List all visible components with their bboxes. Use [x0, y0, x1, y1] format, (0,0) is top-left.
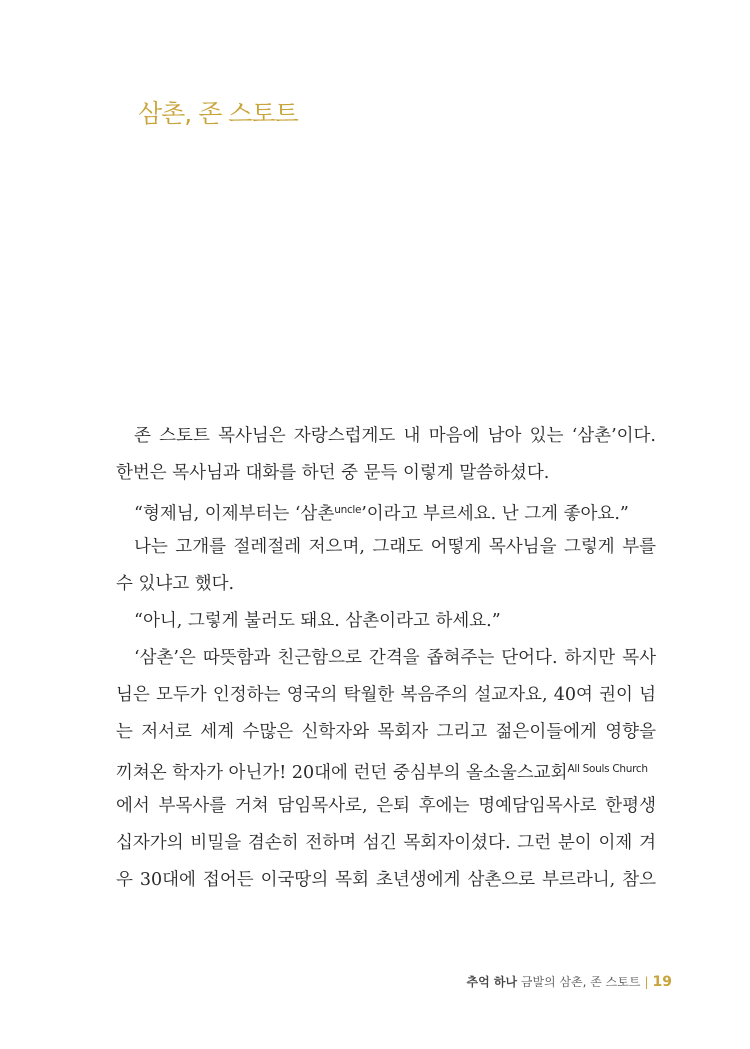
paragraph-line: 한번은 목사님과 대화를 하던 중 문득 이렇게 말씀하셨다.: [116, 463, 550, 483]
chapter-title: 삼촌, 존 스토트: [138, 99, 298, 128]
dialogue-text: “형제님, 이제부터는 ‘삼촌: [134, 504, 335, 524]
dialogue-text: ’이라고 부르세요. 난 그게 좋아요.”: [361, 504, 629, 524]
paragraph-line: 십자가의 비밀을 겸손히 전하며 섬긴 목회자이셨다. 그런 분이 이제 겨: [116, 833, 656, 853]
paragraph-line: 수 있냐고 했다.: [116, 574, 235, 594]
running-footer: [467, 973, 673, 990]
dialogue-line: [116, 492, 656, 529]
dialogue-line: “아니, 그렇게 불러도 돼요. 삼촌이라고 하세요.”: [134, 611, 501, 631]
paragraph-line: 님은 모두가 인정하는 영국의 탁월한 복음주의 설교자요, 40여 권이 넘: [116, 685, 656, 705]
footer-part: 추억 하나: [466, 975, 518, 989]
paragraph-line: 존 스토트 목사님은 자랑스럽게도 내 마음에 남아 있는 ‘삼촌’이다.: [134, 426, 656, 446]
paragraph-line: 나는 고개를 절레절레 저으며, 그래도 어떻게 목사님을 그렇게 부를: [134, 537, 656, 557]
paragraph-line: ‘삼촌’은 따뜻함과 친근함으로 간격을 좁혀주는 단어다. 하지만 목사: [134, 648, 656, 668]
paragraph-line: 에서 부목사를 거쳐 담임목사로, 은퇴 후에는 명예담임목사로 한평생: [116, 796, 656, 816]
paragraph-line: 우 30대에 접어든 이국땅의 목회 초년생에게 삼촌으로 부르라니, 참으: [116, 870, 656, 890]
paragraph-line: 는 저서로 세계 수많은 신학자와 목회자 그리고 젊은이들에게 영향을: [116, 722, 656, 742]
english-annotation: All Souls Church: [567, 763, 648, 775]
english-annotation: uncle: [334, 504, 362, 516]
paragraph-text: 끼쳐온 학자가 아닌가! 20대에 런던 중심부의 올소울스교회: [116, 763, 568, 783]
page-number: 19: [652, 974, 672, 990]
footer-chapter: 금발의 삼촌, 존 스토트: [520, 975, 641, 989]
body-text: [116, 418, 656, 899]
paragraph-line: [116, 751, 656, 788]
footer-separator: |: [644, 975, 649, 989]
